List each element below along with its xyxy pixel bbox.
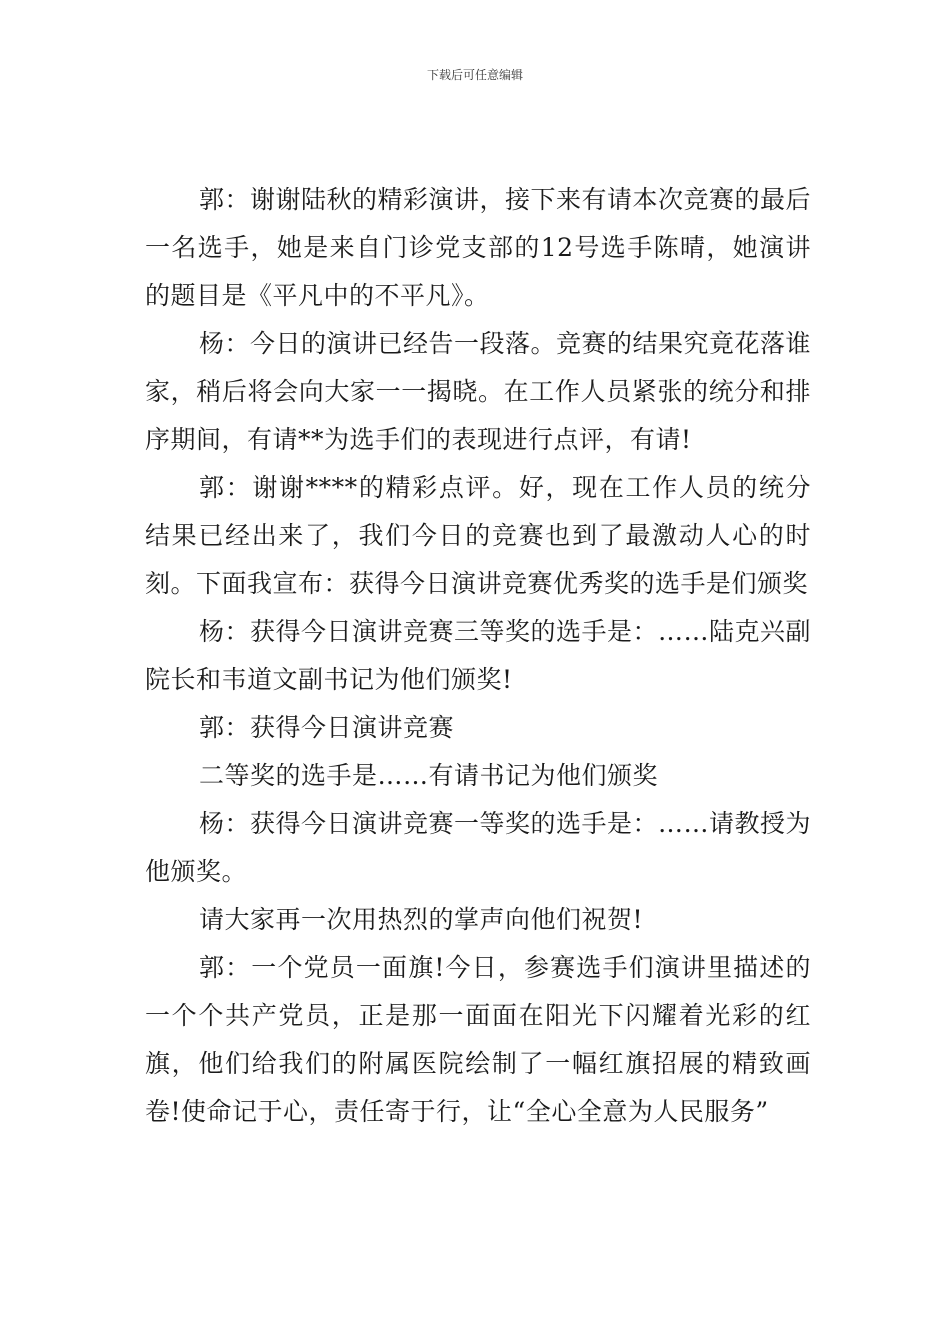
paragraph: 郭：获得今日演讲竞赛 — [199, 713, 455, 742]
document-body — [145, 176, 811, 1136]
paragraph: 杨：获得今日演讲竞赛一等奖的选手是：……请教授为他颁奖。 — [145, 809, 812, 886]
paragraph: 请大家再一次用热烈的掌声向他们祝贺! — [199, 905, 644, 934]
paragraph: 郭：一个党员一面旗!今日，参赛选手们演讲里描述的一个个共产党员，正是那一面面在阳光下闪耀着光彩的红旗，他们给我们的附属医院绘制了一幅红旗招展的精致画卷!使命记于心，责任寄于行，让“全心全意为人民服务” — [145, 953, 811, 1126]
paragraph: 杨：今日的演讲已经告一段落。竞赛的结果究竟花落谁家，稍后将会向大家一一揭晓。在工作人员紧张的统分和排序期间，有请**为选手们的表现进行点评，有请! — [145, 329, 812, 454]
paragraph: 杨：获得今日演讲竞赛三等奖的选手是：……陆克兴副院长和韦道文副书记为他们颁奖! — [145, 617, 812, 694]
paragraph: 郭：谢谢陆秋的精彩演讲，接下来有请本次竞赛的最后一名选手，她是来自门诊党支部的12号选手陈晴，她演讲的题目是《平凡中的不平凡》。 — [145, 185, 812, 310]
paragraph: 郭：谢谢****的精彩点评。好，现在工作人员的统分结果已经出来了，我们今日的竞赛也到了最激动人心的时刻。下面我宣布：获得今日演讲竞赛优秀奖的选手是们颁奖 — [145, 473, 811, 598]
paragraph: 二等奖的选手是……有请书记为他们颁奖 — [199, 761, 659, 790]
page-header: 下载后可任意编辑 — [426, 68, 523, 82]
